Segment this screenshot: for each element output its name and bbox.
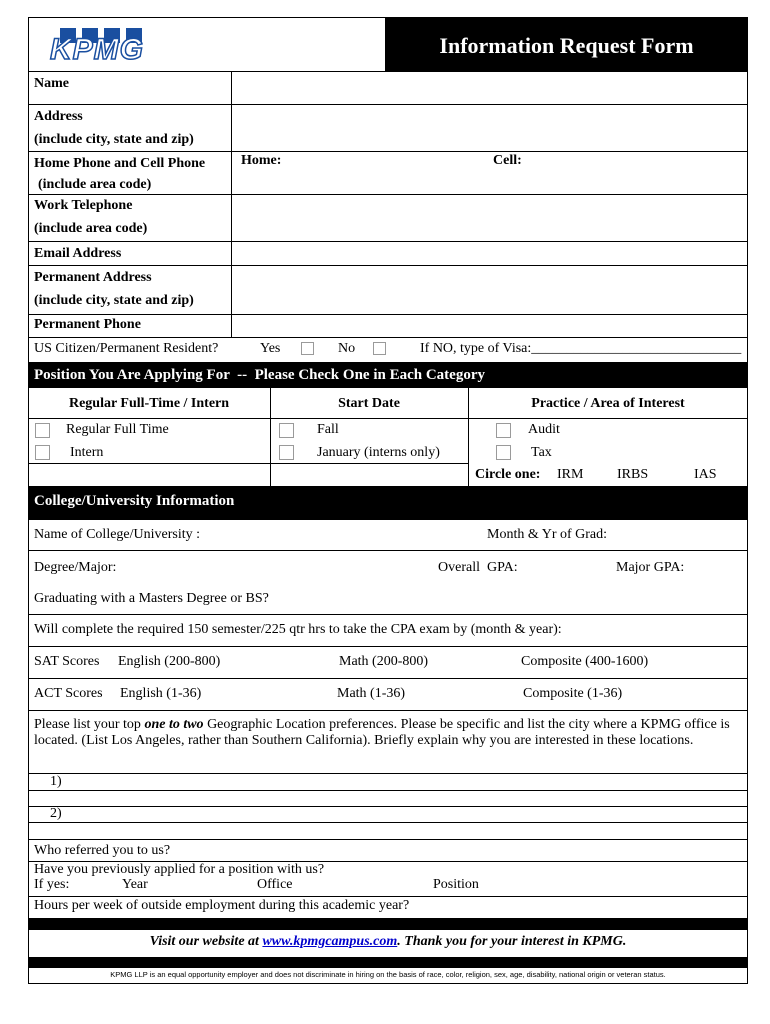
citizen-no-checkbox[interactable] bbox=[373, 342, 386, 355]
cell-phone-field[interactable] bbox=[530, 152, 747, 194]
tax-label: Tax bbox=[531, 445, 552, 460]
outside-employment-hours-label: Hours per week of outside employment during this academic year? bbox=[34, 898, 410, 913]
referred-by-label: Who referred you to us? bbox=[34, 843, 171, 858]
sat-composite-label: Composite (400-1600) bbox=[521, 654, 649, 669]
visit-website-line bbox=[28, 934, 748, 950]
name-label: Name bbox=[34, 76, 69, 91]
campus-website-link[interactable]: www.kpmgcampus.com bbox=[262, 934, 398, 949]
row-divider bbox=[28, 710, 748, 711]
work-phone-label: Work Telephone bbox=[34, 198, 133, 213]
fall-label: Fall bbox=[317, 422, 339, 437]
grad-date-label: Month & Yr of Grad: bbox=[487, 527, 608, 542]
act-scores-label: ACT Scores bbox=[34, 686, 103, 701]
email-label: Email Address bbox=[34, 246, 122, 261]
address-hint: (include city, state and zip) bbox=[34, 132, 194, 147]
row-divider bbox=[28, 418, 748, 419]
position-section-title: Position You Are Applying For -- Please Check One in Each Category bbox=[34, 367, 485, 383]
row-divider bbox=[28, 550, 748, 551]
name-field[interactable] bbox=[232, 72, 747, 104]
regular-full-time-checkbox[interactable] bbox=[35, 423, 50, 438]
row-divider bbox=[28, 678, 748, 679]
row-divider bbox=[28, 896, 748, 897]
home-phone-label: Home: bbox=[241, 153, 282, 168]
geo-preference-2-label: 2) bbox=[50, 806, 62, 821]
home-phone-field[interactable] bbox=[300, 152, 480, 194]
cell-phone-label: Cell: bbox=[493, 153, 522, 168]
cpa-hours-question: Will complete the required 150 semester/225 qtr hrs to take the CPA exam by (month & year): bbox=[34, 622, 562, 637]
college-section-title: College/University Information bbox=[34, 493, 235, 509]
previous-office-label: Office bbox=[257, 877, 293, 892]
audit-label: Audit bbox=[528, 422, 560, 437]
sat-english-label: English (200-800) bbox=[118, 654, 221, 669]
permanent-address-hint: (include city, state and zip) bbox=[34, 293, 194, 308]
major-gpa-label: Major GPA: bbox=[616, 560, 685, 575]
january-label: January (interns only) bbox=[317, 445, 440, 460]
act-english-label: English (1-36) bbox=[120, 686, 202, 701]
intern-checkbox[interactable] bbox=[35, 445, 50, 460]
irbs-option[interactable]: IRBS bbox=[617, 467, 649, 482]
visit-text-start: Visit our website at bbox=[149, 934, 263, 949]
masters-degree-question: Graduating with a Masters Degree or BS? bbox=[34, 591, 269, 606]
act-composite-label: Composite (1-36) bbox=[523, 686, 623, 701]
previous-position-label: Position bbox=[433, 877, 479, 892]
page-title: Information Request Form bbox=[439, 33, 694, 58]
work-phone-hint: (include area code) bbox=[34, 221, 148, 236]
tax-checkbox[interactable] bbox=[496, 445, 511, 460]
act-math-label: Math (1-36) bbox=[337, 686, 406, 701]
footer-bar-top bbox=[28, 918, 748, 930]
address-label: Address bbox=[34, 109, 83, 124]
irm-option[interactable]: IRM bbox=[557, 467, 584, 482]
address-field[interactable] bbox=[232, 105, 747, 151]
citizen-yes-label: Yes bbox=[260, 341, 281, 356]
visit-text-end: . Thank you for your interest in KPMG. bbox=[397, 934, 627, 949]
college-name-label: Name of College/University : bbox=[34, 527, 201, 542]
row-divider bbox=[28, 337, 748, 338]
practice-area-header: Practice / Area of Interest bbox=[531, 396, 685, 411]
intern-label: Intern bbox=[70, 445, 104, 460]
start-date-header: Start Date bbox=[338, 396, 400, 411]
geographic-preferences-instructions bbox=[34, 717, 746, 749]
sat-scores-label: SAT Scores bbox=[34, 654, 100, 669]
geo-text-emphasis: one to two bbox=[144, 717, 204, 732]
phone-label: Home Phone and Cell Phone bbox=[34, 156, 206, 171]
overall-gpa-label: Overall GPA: bbox=[438, 560, 518, 575]
employment-type-header: Regular Full-Time / Intern bbox=[68, 396, 230, 411]
permanent-phone-label: Permanent Phone bbox=[34, 317, 141, 332]
geo-preference-1-label: 1) bbox=[50, 774, 62, 789]
geo-text-start: Please list your top bbox=[34, 717, 145, 732]
permanent-address-label: Permanent Address bbox=[34, 270, 152, 285]
geo-preference-1-field[interactable] bbox=[70, 774, 746, 806]
fall-checkbox[interactable] bbox=[279, 423, 294, 438]
geo-text-end: Geographic Location preferences. Please be specific and list the city where a KPMG office is located. (List Los Angeles, rather than Southern California). Briefly explain why you are interested in these locations. bbox=[34, 717, 730, 748]
row-divider bbox=[28, 646, 748, 647]
regular-full-time-label: Regular Full Time bbox=[66, 422, 169, 437]
row-divider bbox=[28, 839, 748, 840]
kpmg-logo bbox=[46, 26, 158, 66]
citizen-no-label: No bbox=[338, 341, 356, 356]
ias-option[interactable]: IAS bbox=[694, 467, 717, 482]
audit-checkbox[interactable] bbox=[496, 423, 511, 438]
footer-bar-bottom bbox=[28, 957, 748, 968]
email-field[interactable] bbox=[232, 242, 747, 265]
citizen-label: US Citizen/Permanent Resident? bbox=[34, 341, 219, 356]
degree-major-label: Degree/Major: bbox=[34, 560, 117, 575]
kpmg-logo-text: KPMG bbox=[50, 33, 144, 66]
permanent-address-field[interactable] bbox=[232, 266, 747, 314]
if-yes-label: If yes: bbox=[34, 877, 70, 892]
geo-preference-2-field[interactable] bbox=[70, 807, 746, 839]
citizen-yes-checkbox[interactable] bbox=[301, 342, 314, 355]
previous-year-label: Year bbox=[122, 877, 148, 892]
january-checkbox[interactable] bbox=[279, 445, 294, 460]
work-phone-field[interactable] bbox=[232, 195, 747, 241]
permanent-phone-field[interactable] bbox=[232, 315, 747, 337]
circle-one-label: Circle one: bbox=[475, 467, 541, 482]
sat-math-label: Math (200-800) bbox=[339, 654, 429, 669]
row-divider bbox=[28, 614, 748, 615]
phone-hint: (include area code) bbox=[38, 177, 152, 192]
equal-opportunity-disclaimer: KPMG LLP is an equal opportunity employer and does not discriminate in hiring on the basis of race, color, religion, sex, age, disability, national origin or veteran status. bbox=[110, 970, 666, 979]
row-divider bbox=[28, 463, 468, 464]
visa-type-field[interactable]: If NO, type of Visa:______________________________ bbox=[420, 341, 742, 356]
previously-applied-question: Have you previously applied for a position with us? bbox=[34, 862, 325, 877]
